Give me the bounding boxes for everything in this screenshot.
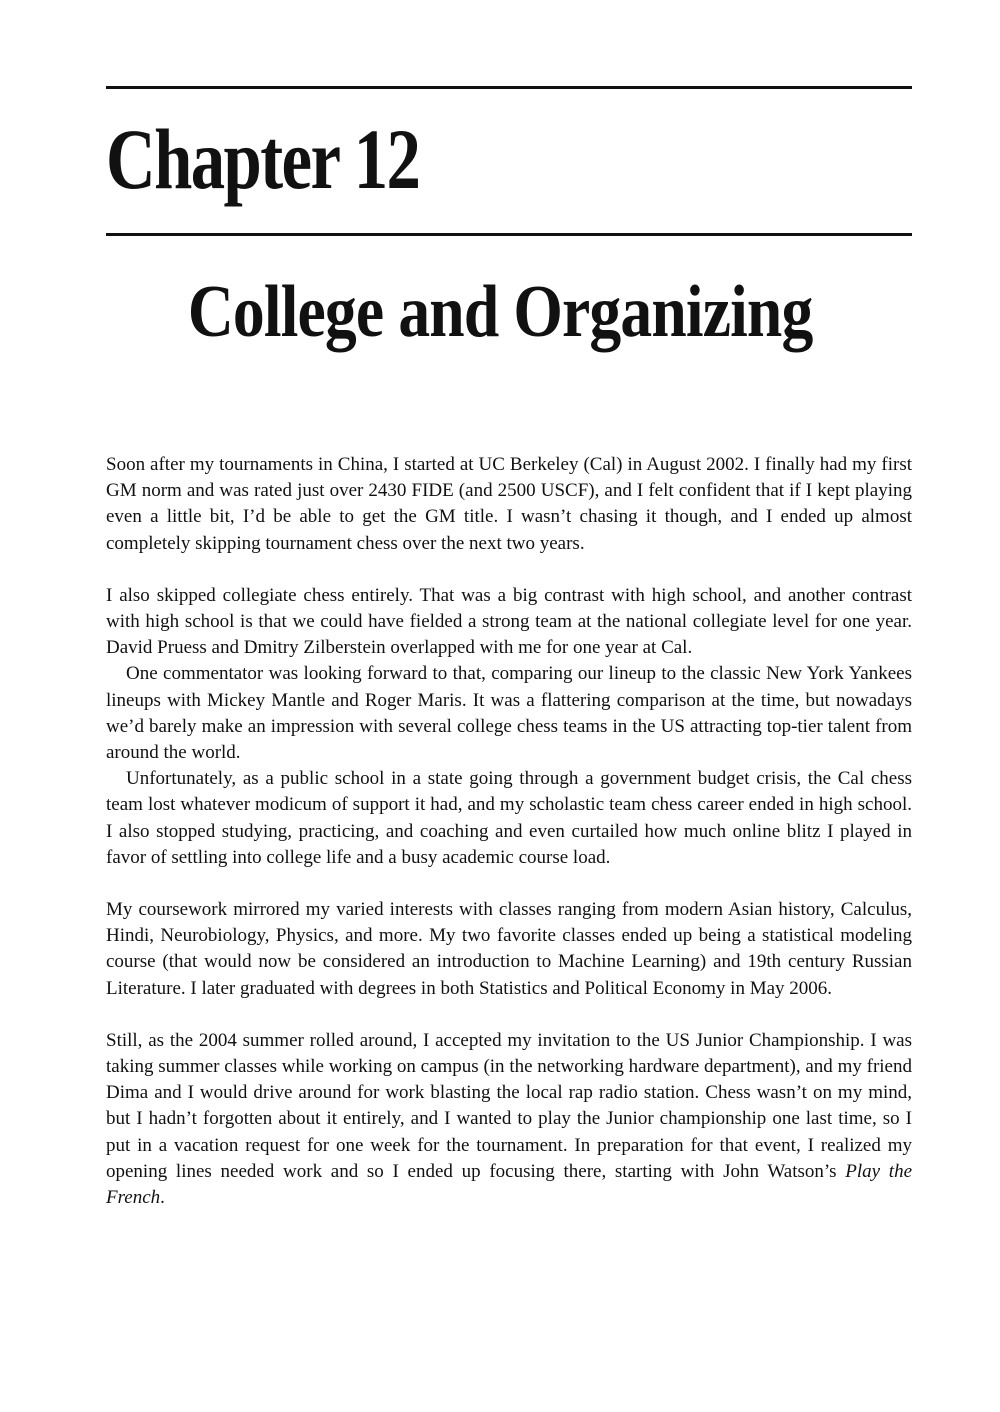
paragraph-3: One commentator was looking forward to that, comparing our lineup to the classic New York Yankees lineups with Mickey Mantle and Roger Maris. It was a flattering comparison at the time, but nowadays we’d barely make an impression with several college chess teams in the US attracting top-tier talent from around the world. bbox=[106, 663, 912, 764]
chapter-title-heading bbox=[0, 262, 1000, 362]
chapter-body bbox=[106, 452, 912, 1211]
paragraph-5: My coursework mirrored my varied interests with classes ranging from modern Asian history, Calculus, Hindi, Neurobiology, Physics, and more. My two favorite classes ended up being a statistical modeling course (that would now be considered an introduction to Machine Learning) and 19th century Russian Literature. I later graduated with degrees in both Statistics and Political Economy in May 2006. bbox=[106, 899, 912, 999]
chapter-title-text: College and Organizing bbox=[187, 271, 813, 353]
closing-period: . bbox=[160, 1187, 165, 1209]
paragraph-4: Unfortunately, as a public school in a state going through a government budget crisis, the Cal chess team lost whatever modicum of support it had, and my scholastic team chess career ended in high school. I also stopped studying, practicing, and coaching and even curtailed how much online blitz I played in favor of settling into college life and a busy academic course load. bbox=[106, 768, 912, 868]
top-rule bbox=[106, 86, 912, 89]
book-title: Play the French bbox=[106, 1160, 913, 1209]
paragraph-6 bbox=[106, 1028, 912, 1211]
chapter-number-heading: Chapter 12 bbox=[106, 111, 420, 207]
paragraph-2: I also skipped collegiate chess entirely. That was a big contrast with high school, and another contrast with high school is that we could have fielded a strong team at the national collegiate level for one year. David Pruess and Dmitry Zilberstein overlapped with me for one year at Cal. bbox=[106, 584, 912, 659]
middle-rule bbox=[106, 233, 912, 236]
paragraph-6-text: Still, as the 2004 summer rolled around, I accepted my invitation to the US Junior Championship. I was taking summer classes while working on campus (in the networking hardware department), and my friend Dima and I would drive around for work blasting the local rap radio station. Chess wasn’t on my mind, but I hadn’t forgotten about it entirely, and I wanted to play the Junior championship one last time, so I put in a vacation request for one week for the tournament. In preparation for that event, I realized my opening lines needed work and so I ended up focusing there, starting with John Watson’s bbox=[106, 1029, 912, 1182]
paragraph-1: Soon after my tournaments in China, I started at UC Berkeley (Cal) in August 2002. I finally had my first GM norm and was rated just over 2430 FIDE (and 2500 USCF), and I felt confident that if I kept playing even a little bit, I’d be able to get the GM title. I wasn’t chasing it though, and I ended up almost completely skipping tournament chess over the next two years. bbox=[106, 454, 912, 554]
